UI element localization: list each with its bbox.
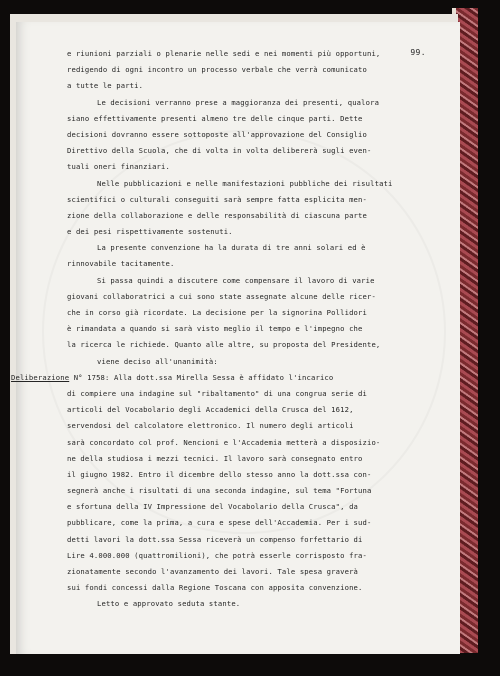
document-body (11, 46, 427, 613)
text-line: e sfortuna della IV Impressione del Vocabolario della Crusca", da (67, 502, 359, 512)
text-line: zionatamente secondo l'avanzamento dei lavori. Tale spesa graverà (67, 567, 359, 576)
text-line: La presente convenzione ha la durata di tre anni solari ed è (97, 243, 366, 253)
text-line: sui fondi concessi dalla Regione Toscana con apposita convenzione. (67, 583, 363, 593)
text-line: e riunioni parziali o plenarie nelle sedi e nei momenti più opportuni, (67, 49, 381, 58)
text-line: siano effettivamente presenti almeno tre delle cinque parti. Dette (67, 113, 363, 123)
text-line: e dei pesi rispettivamente sostenuti. (67, 227, 233, 237)
text-line: rinnovabile tacitamente. (67, 259, 175, 269)
text-line: articoli del Vocabolario degli Accademici della Crusca del 1612, (67, 405, 354, 415)
text-line: zione della collaborazione e delle responsabilità di ciascuna parte (67, 210, 367, 220)
text-line: tuali oneri finanziari. (67, 162, 170, 172)
text-line: Direttivo della Scuola, che di volta in volta delibererà sugli even- (67, 146, 372, 156)
page-number: 99. (410, 48, 426, 57)
text-line: è rimandata a quando si sarà visto meglio il tempo e l'impegno che (67, 324, 363, 334)
text-line: detti lavori la dott.ssa Sessa riceverà un compenso forfettario di (67, 534, 363, 544)
text-line: redigendo di ogni incontro un processo verbale che verrà comunicato (67, 65, 367, 75)
text-line: segnerà anche i risultati di una seconda indagine, sul tema "Fortuna (67, 486, 372, 496)
text-line: decisioni dovranno essere sottoposte all'approvazione del Consiglio (67, 129, 367, 139)
text-line: il giugno 1982. Entro il dicembre dello stesso anno la dott.ssa con- (67, 469, 372, 479)
text-line: Si passa quindi a discutere come compensare il lavoro di varie (97, 275, 375, 285)
text-line: di compiere una indagine sul "ribaltamento" di una congrua serie di (67, 388, 367, 398)
text-line: Nelle pubblicazioni e nelle manifestazioni pubbliche dei risultati (97, 178, 393, 188)
text-line: pubblicare, come la prima, a cura e spese dell'Accademia. Per i sud- (67, 518, 372, 528)
text-line: giovani collaboratrici a cui sono state assegnate alcune delle ricer- (67, 291, 376, 301)
text-line: servendosi del calcolatore elettronico. Il numero degli articoli (67, 421, 354, 431)
text-line: scientifici o culturali conseguiti sarà sempre fatta esplicita men- (67, 194, 367, 204)
text-line: Le decisioni verranno prese a maggioranza dei presenti, qualora (97, 97, 380, 107)
deliberazione-first-line: Deliberazione N° 1758: Alla dott.ssa Mirella Sessa è affidato l'incarico (11, 372, 334, 382)
text-line: la ricerca le richiede. Quanto alle altre, su proposta del Presidente, (67, 340, 381, 350)
text-line: Lire 4.000.000 (quattromilioni), che potrà esserle corrisposto fra- (67, 550, 367, 560)
closing-line: Letto e approvato seduta stante. (97, 599, 241, 609)
deliberazione-label: Deliberazione (11, 372, 70, 382)
text-line: a tutte le parti. (67, 81, 144, 91)
text-line: sarà concordato col prof. Nencioni e l'Accademia metterà a disposizio- (67, 437, 381, 447)
text-line: viene deciso all'unanimità: (97, 356, 218, 366)
text-line: che in corso già ricordate. La decisione per la signorina Pollidori (67, 308, 367, 317)
text-line: ne della studiosa i mezzi tecnici. Il lavoro sarà consegnato entro (67, 453, 363, 463)
